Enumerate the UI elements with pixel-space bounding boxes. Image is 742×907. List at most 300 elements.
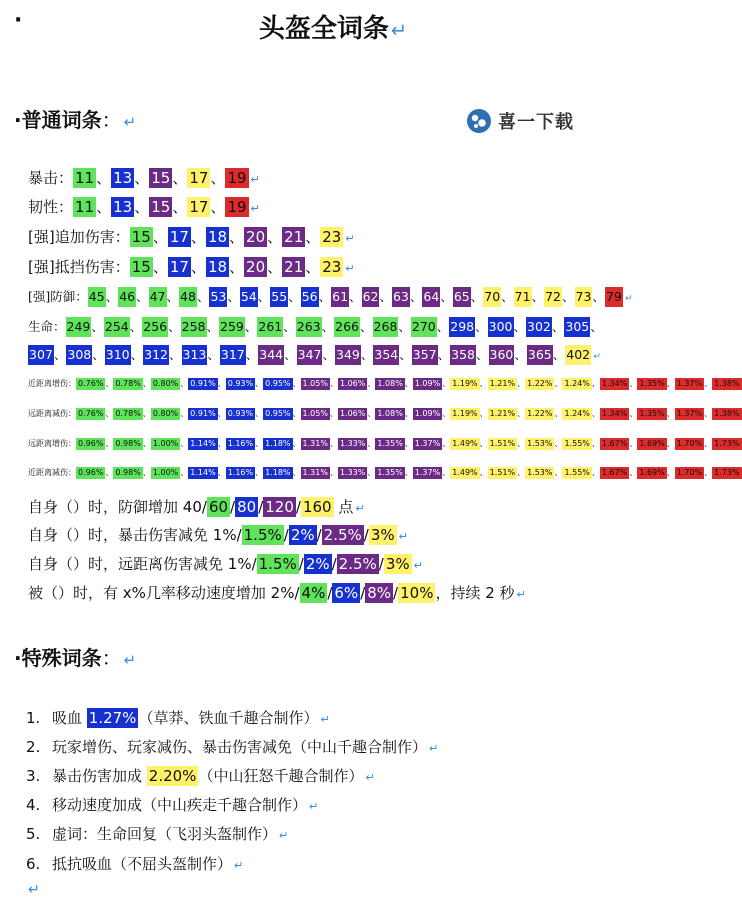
stat-value: 1.55%: [564, 468, 590, 477]
separator: 、: [142, 468, 151, 477]
stat-value: 23: [322, 228, 342, 246]
stat-value: 1.34%: [601, 409, 628, 418]
separator: 、: [105, 289, 119, 304]
stat-value: 307: [28, 345, 54, 365]
separator: 、: [360, 347, 374, 362]
stat-value: 1.69%: [639, 468, 665, 477]
separator: 、: [196, 289, 210, 304]
stat-value: 1.70%: [676, 439, 703, 448]
effect-value: 60: [208, 498, 229, 516]
item-text: 暴击伤害加成: [52, 767, 147, 785]
stat-row: [28, 286, 633, 310]
separator: 、: [367, 468, 376, 477]
paragraph-mark-icon: ↵: [309, 800, 319, 813]
separator: 、: [217, 409, 226, 418]
stat-row-small: [28, 467, 742, 479]
stat-value: 302: [526, 317, 552, 337]
bullet-dot: ·: [14, 8, 23, 33]
self-effect-row: [28, 582, 526, 606]
stat-value: 317: [220, 345, 246, 365]
separator: /: [298, 555, 304, 573]
effect-suffix: 点: [333, 498, 354, 516]
separator: 、: [666, 409, 675, 418]
paragraph-mark-icon: ↵: [250, 173, 260, 186]
separator: 、: [180, 409, 189, 418]
paragraph-mark-icon: ↵: [413, 559, 424, 572]
stat-value: 1.31%: [302, 468, 328, 477]
paragraph-mark-icon: ↵: [28, 882, 40, 898]
separator: 、: [288, 289, 301, 304]
stat-value: 15: [151, 198, 171, 216]
separator: 、: [404, 468, 413, 477]
separator: 、: [629, 468, 638, 477]
separator: 、: [244, 319, 258, 334]
separator: 、: [704, 468, 713, 477]
stat-value: 1.05%: [302, 379, 328, 388]
stat-value: 1.55%: [564, 439, 590, 448]
separator: 、: [552, 347, 566, 362]
stat-value: 15: [131, 258, 151, 276]
stat-label: 远距离减伤：: [28, 409, 76, 418]
effect-value: 1.5%: [258, 555, 297, 573]
stat-row: [28, 196, 260, 220]
stat-value: 1.18%: [265, 468, 291, 477]
effect-value: 3%: [385, 555, 410, 573]
list-number: 3.: [26, 767, 41, 785]
stat-value: 1.24%: [564, 409, 590, 418]
stat-label: 韧性：: [28, 198, 74, 216]
effect-text: 自身（）时，暴击伤害减免: [28, 526, 213, 544]
separator: 、: [267, 228, 283, 246]
separator: 、: [554, 439, 563, 448]
paragraph-mark-icon: ↵: [355, 502, 365, 515]
stat-value: 358: [450, 345, 476, 365]
stat-value: 310: [105, 345, 131, 365]
page-title: [0, 8, 666, 45]
list-number: 4.: [26, 796, 41, 814]
stat-value: 0.78%: [115, 379, 141, 388]
stat-value: 17: [169, 258, 189, 276]
list-number: 5.: [26, 825, 41, 843]
separator: 、: [517, 409, 526, 418]
separator: 、: [513, 319, 527, 334]
watermark-logo: [466, 108, 574, 134]
separator: 、: [255, 468, 264, 477]
separator: 、: [531, 289, 545, 304]
paragraph-mark-icon: ↵: [234, 859, 244, 872]
item-text: 移动速度加成（中山疾走千趣合制作）: [52, 796, 308, 814]
special-heading-text: 特殊词条: [21, 646, 102, 670]
effect-value: 40: [182, 498, 202, 516]
separator: 、: [629, 439, 638, 448]
item-text-suffix: （草莽、铁血千趣合制作）: [138, 709, 319, 727]
stat-value: 1.08%: [377, 379, 403, 388]
stat-value: 266: [334, 317, 360, 337]
effect-value: 2.5%: [323, 526, 362, 544]
separator: 、: [517, 439, 526, 448]
item-text-suffix: （中山狂怒千趣合制作）: [198, 767, 364, 785]
effect-value: 8%: [367, 584, 392, 602]
special-section-heading: [14, 642, 136, 671]
stat-value: 1.53%: [527, 439, 553, 448]
separator: 、: [255, 439, 264, 448]
separator: /: [295, 498, 301, 516]
stat-value: 249: [66, 317, 92, 337]
stat-label: 远距离增伤：: [28, 439, 76, 448]
separator: 、: [227, 289, 240, 304]
separator: 、: [134, 169, 150, 187]
effect-value: 2.5%: [338, 555, 377, 573]
stat-value: 1.21%: [489, 379, 516, 388]
stat-value: 1.37%: [414, 468, 441, 477]
separator: 、: [142, 379, 151, 388]
stat-value: 1.33%: [339, 468, 366, 477]
item-text: 吸血: [52, 709, 87, 727]
stat-value: 0.76%: [78, 379, 104, 388]
stat-value: 305: [564, 317, 590, 337]
stat-value: 53: [209, 287, 227, 307]
stat-value: 1.00%: [152, 468, 179, 477]
separator: 、: [91, 319, 104, 334]
separator: 、: [105, 379, 114, 388]
stat-value: 1.06%: [339, 409, 366, 418]
stat-value: 79: [605, 287, 623, 307]
stat-value: 13: [113, 198, 133, 216]
separator: 、: [704, 409, 713, 418]
separator: /: [201, 498, 207, 516]
separator: 、: [255, 379, 264, 388]
separator: 、: [255, 409, 264, 418]
separator: 、: [292, 439, 301, 448]
separator: 、: [329, 379, 338, 388]
separator: 、: [398, 319, 411, 334]
separator: 、: [470, 289, 484, 304]
effect-value: 4%: [301, 584, 326, 602]
separator: 、: [379, 289, 392, 304]
stat-value: 1.05%: [302, 409, 328, 418]
separator: 、: [229, 228, 245, 246]
stat-row-small: [28, 438, 742, 450]
separator: /: [230, 498, 236, 516]
separator: 、: [349, 289, 362, 304]
stat-label: 近距离减伤：: [28, 468, 76, 477]
stat-value: 347: [297, 345, 323, 365]
stat-value: 270: [411, 317, 437, 337]
stat-value: 268: [373, 317, 399, 337]
stat-value: 1.51%: [489, 439, 516, 448]
stat-value: 357: [412, 345, 438, 365]
stat-value: 54: [240, 287, 258, 307]
effect-text: 自身（）时，远距离伤害减免: [28, 555, 228, 573]
separator: 、: [245, 347, 259, 362]
stat-value: 313: [182, 345, 208, 365]
separator: 、: [136, 289, 149, 304]
self-effect-row: [28, 553, 423, 577]
stat-value: 13: [113, 169, 133, 187]
item-text: 玩家增伤、玩家减伤、暴击伤害减免（中山千趣合制作）: [52, 738, 428, 756]
separator: 、: [53, 347, 67, 362]
separator: 、: [436, 319, 450, 334]
stat-value: 312: [143, 345, 169, 365]
special-list-item: [26, 707, 330, 728]
separator: 、: [514, 347, 527, 362]
stat-value: 17: [189, 198, 209, 216]
stat-value: 18: [207, 258, 228, 276]
separator: 、: [329, 409, 338, 418]
special-list-item: [26, 823, 288, 844]
effect-text: 被（）时，有 x%几率移动速度增加: [28, 584, 271, 602]
paragraph-mark-icon: ↵: [345, 232, 355, 245]
separator: 、: [591, 439, 600, 448]
effect-value: 1%: [227, 555, 252, 573]
stat-value: 73: [575, 287, 593, 307]
separator: 、: [666, 439, 675, 448]
separator: 、: [152, 228, 168, 246]
stat-value: 62: [362, 287, 380, 307]
effect-value: 6%: [334, 584, 359, 602]
separator: 、: [666, 468, 675, 477]
page-title-text: 头盔全词条: [258, 14, 389, 44]
separator: 、: [404, 439, 413, 448]
stat-value: 1.53%: [527, 468, 553, 477]
stat-label: 生命：: [28, 319, 66, 334]
separator: 、: [409, 289, 423, 304]
heading-colon: ：: [101, 108, 122, 132]
separator: 、: [367, 409, 376, 418]
stat-value: 70: [483, 287, 501, 307]
special-list-item: [26, 736, 438, 757]
separator: /: [258, 498, 264, 516]
separator: 、: [105, 409, 114, 418]
separator: 、: [130, 347, 144, 362]
stat-value: 0.95%: [265, 409, 291, 418]
separator: 、: [168, 319, 181, 334]
stat-value: 360: [489, 345, 515, 365]
paragraph-mark-icon: ↵: [429, 742, 439, 755]
stat-row: [28, 256, 355, 280]
stat-value: 72: [544, 287, 562, 307]
stat-value: 1.21%: [489, 409, 516, 418]
stat-label: 暴击：: [28, 169, 74, 187]
stat-value: 1.09%: [414, 409, 441, 418]
stat-value: 258: [181, 317, 207, 337]
stat-value: 1.14%: [190, 468, 216, 477]
stat-value: 1.67%: [601, 439, 628, 448]
stat-value: 1.22%: [527, 379, 553, 388]
special-list-item: [26, 853, 243, 874]
separator: 、: [96, 198, 112, 216]
separator: /: [360, 584, 366, 602]
stat-value: 1.16%: [227, 468, 254, 477]
stat-value: 15: [131, 228, 151, 246]
effect-value: 80: [237, 498, 257, 516]
stat-value: 1.67%: [601, 468, 628, 477]
stat-value: 18: [207, 228, 228, 246]
special-list-item: [26, 765, 375, 786]
stat-value: 259: [219, 317, 245, 337]
stat-label: [强]防御：: [28, 289, 88, 304]
stat-value: 1.00%: [152, 439, 179, 448]
separator: 、: [190, 258, 206, 276]
separator: 、: [283, 319, 296, 334]
separator: 、: [479, 468, 488, 477]
separator: 、: [257, 289, 271, 304]
stat-value: 256: [142, 317, 168, 337]
separator: 、: [96, 169, 112, 187]
separator: 、: [229, 258, 245, 276]
stat-value: 1.18%: [265, 439, 291, 448]
separator: 、: [105, 439, 114, 448]
separator: 、: [142, 409, 151, 418]
paragraph-mark-icon: ↵: [345, 262, 355, 275]
effect-value: 2%: [305, 555, 330, 573]
paragraph-mark-icon: ↵: [123, 113, 137, 131]
separator: 、: [217, 379, 226, 388]
effect-value: 3%: [370, 526, 395, 544]
separator: 、: [629, 379, 638, 388]
stat-value: 15: [151, 169, 171, 187]
separator: 、: [367, 379, 376, 388]
stat-value: 1.37%: [676, 379, 703, 388]
stat-value: 61: [331, 287, 349, 307]
separator: 、: [292, 468, 301, 477]
stat-value: 45: [88, 287, 106, 307]
separator: 、: [134, 198, 150, 216]
stat-value: 1.34%: [601, 379, 628, 388]
separator: /: [283, 526, 289, 544]
stat-value: 1.37%: [676, 409, 703, 418]
separator: 、: [442, 409, 451, 418]
separator: 、: [180, 379, 189, 388]
stat-value: 300: [488, 317, 514, 337]
stat-value: 71: [514, 287, 532, 307]
separator: 、: [321, 319, 335, 334]
separator: 、: [704, 379, 713, 388]
stat-value: 1.37%: [414, 439, 441, 448]
effect-value: 10%: [400, 584, 434, 602]
separator: 、: [554, 379, 563, 388]
effect-suffix: ，持续 2 秒: [435, 584, 515, 602]
paragraph-mark-icon: ↵: [320, 713, 330, 726]
stat-value: 1.73%: [714, 468, 740, 477]
stat-value: 1.35%: [639, 379, 665, 388]
separator: /: [294, 584, 300, 602]
separator: 、: [210, 198, 226, 216]
stat-value: 55: [270, 287, 288, 307]
stat-value: 1.70%: [676, 468, 703, 477]
stat-value: 0.91%: [190, 379, 216, 388]
separator: 、: [168, 347, 182, 362]
separator: 、: [267, 258, 283, 276]
separator: 、: [329, 468, 338, 477]
stat-value: 1.24%: [564, 379, 590, 388]
stat-value: 354: [373, 345, 399, 365]
paragraph-mark-icon: ↵: [390, 19, 408, 42]
paragraph-mark-icon: ↵: [398, 530, 409, 543]
effect-value: 2%: [270, 584, 295, 602]
stat-row-small: [28, 408, 742, 420]
stat-value: 0.93%: [227, 409, 254, 418]
heading-bullet: ·: [14, 646, 22, 670]
stat-value: 0.76%: [78, 409, 104, 418]
stat-value: 65: [453, 287, 471, 307]
separator: 、: [399, 347, 412, 362]
separator: 、: [292, 379, 301, 388]
paragraph-mark-icon: ↵: [624, 293, 633, 304]
separator: 、: [437, 347, 451, 362]
stat-value: 1.35%: [377, 439, 403, 448]
separator: 、: [551, 319, 565, 334]
stat-value: 298: [449, 317, 475, 337]
separator: 、: [590, 319, 603, 334]
stat-value: 365: [527, 345, 553, 365]
logo-text: 喜一下载: [498, 112, 574, 133]
stat-value: 0.98%: [115, 468, 141, 477]
separator: 、: [475, 319, 488, 334]
separator: /: [251, 555, 257, 573]
stat-value: 0.96%: [78, 468, 104, 477]
stat-value: 402: [565, 345, 591, 365]
separator: 、: [440, 289, 453, 304]
stat-row: [28, 226, 355, 250]
stat-value: 1.19%: [452, 409, 478, 418]
separator: 、: [554, 468, 563, 477]
separator: 、: [562, 289, 575, 304]
separator: 、: [180, 439, 189, 448]
stat-value: 1.38%: [714, 379, 740, 388]
separator: 、: [404, 409, 413, 418]
item-text: 虚词：生命回复（飞羽头盔制作）: [52, 825, 278, 843]
stat-value: 21: [284, 228, 304, 246]
separator: 、: [554, 409, 563, 418]
separator: 、: [329, 439, 338, 448]
stat-value: 1.14%: [190, 439, 216, 448]
stat-value: 11: [75, 169, 95, 187]
stat-value: 1.16%: [227, 439, 254, 448]
separator: 、: [92, 347, 105, 362]
list-number: 1.: [26, 709, 41, 727]
separator: 、: [479, 409, 488, 418]
highlight-value: 1.27%: [88, 709, 137, 727]
effect-value: 120: [265, 498, 294, 516]
stat-row: [28, 167, 260, 191]
stat-label: [强]追加伤害：: [28, 228, 130, 246]
separator: 、: [172, 198, 188, 216]
stat-value: 64: [422, 287, 440, 307]
stat-value: 1.51%: [489, 468, 516, 477]
highlight-value: 2.20%: [148, 767, 197, 785]
separator: 、: [172, 169, 188, 187]
effect-value: 160: [302, 498, 332, 516]
stat-value: 254: [104, 317, 130, 337]
separator: 、: [322, 347, 335, 362]
stat-value: 21: [284, 258, 304, 276]
stat-value: 23: [322, 258, 342, 276]
paragraph-mark-icon: ↵: [516, 588, 526, 601]
stat-value: 63: [392, 287, 410, 307]
separator: 、: [442, 468, 451, 477]
stat-value: 344: [258, 345, 284, 365]
separator: 、: [442, 379, 451, 388]
stat-value: 48: [179, 287, 197, 307]
stat-value: 0.98%: [115, 439, 141, 448]
stat-value: 1.69%: [639, 439, 665, 448]
item-text: 抵抗吸血（不屈头盔制作）: [52, 855, 233, 873]
separator: 、: [367, 439, 376, 448]
separator: /: [327, 584, 333, 602]
separator: 、: [217, 468, 226, 477]
separator: 、: [180, 468, 189, 477]
